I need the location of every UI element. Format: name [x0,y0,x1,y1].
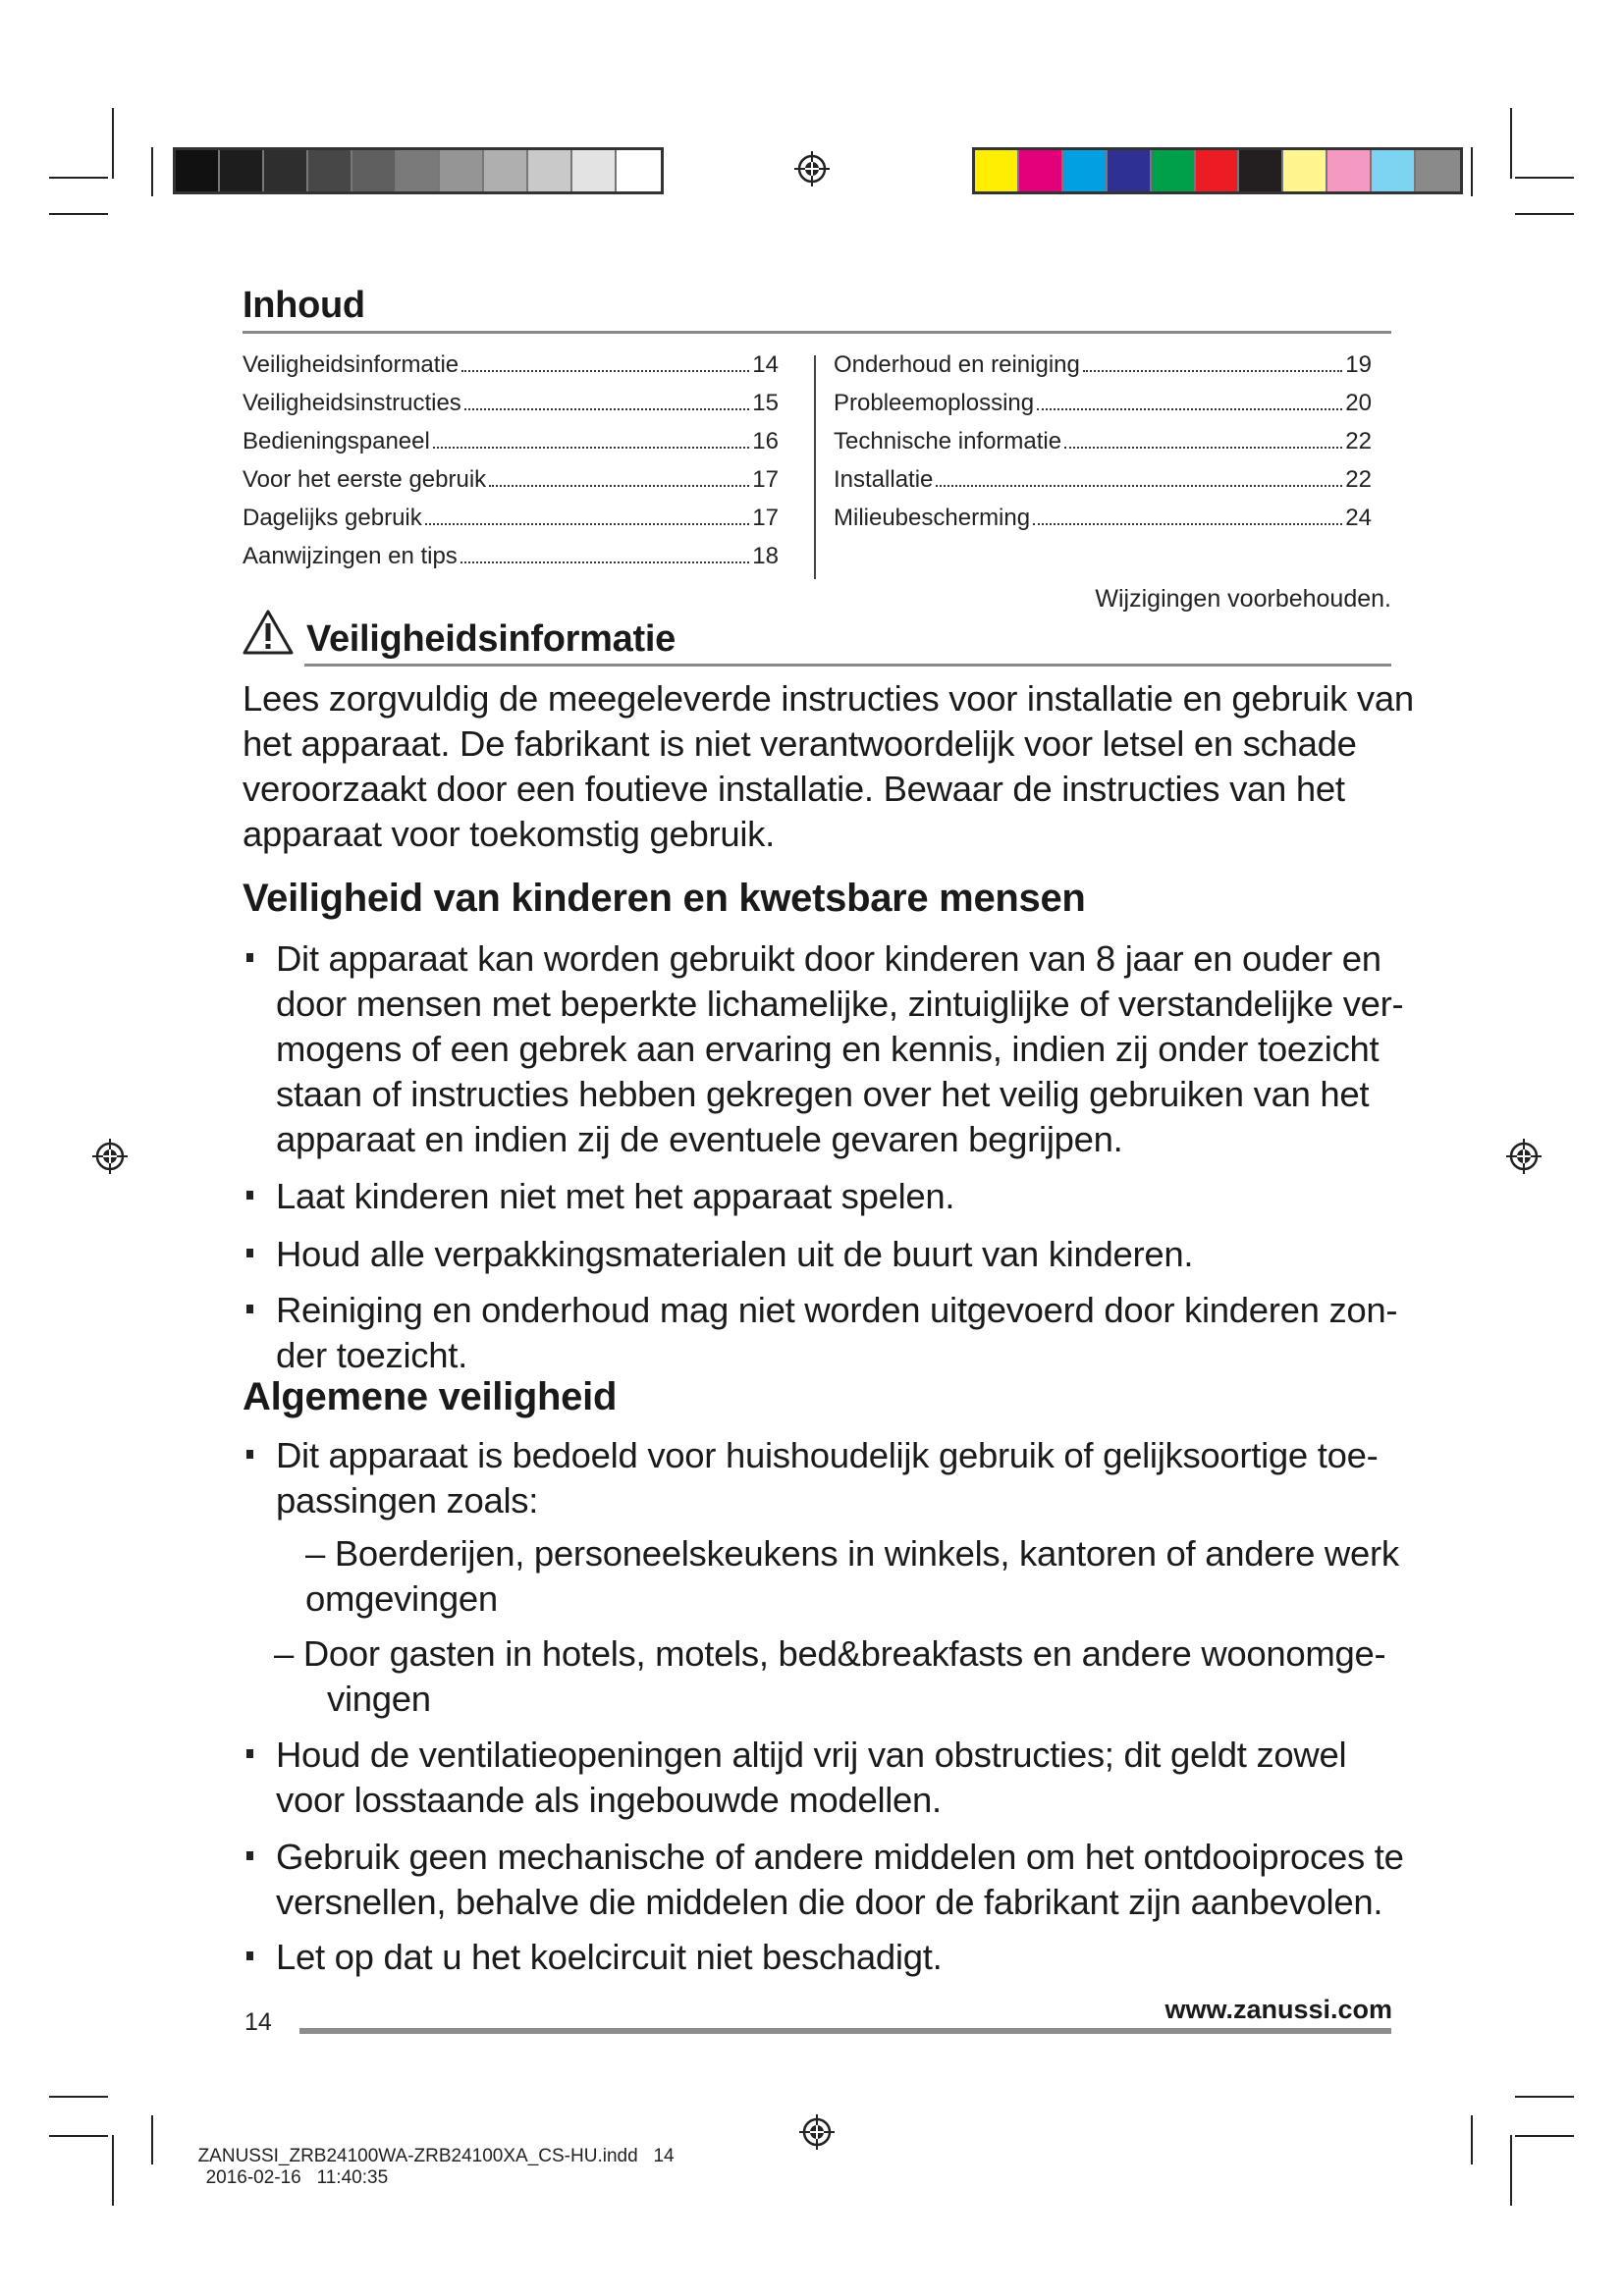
color-swatch [308,150,352,191]
color-swatch [1019,150,1063,191]
list-item [246,1433,1378,1523]
toc-entry-page: 19 [1345,351,1372,378]
crop-mark [1510,2135,1512,2206]
text-line: het apparaat. De fabrikant is niet verantwoordelijk voor letsel en schade [243,723,1357,764]
text-line: vingen [327,1679,431,1719]
text-line: – Door gasten in hotels, motels, bed&breakfasts en andere woonomge- [274,1633,1386,1674]
bullet-icon [246,953,253,962]
toc-entry[interactable] [243,428,779,466]
color-swatch [1416,150,1460,191]
text-line: Dit apparaat kan worden gebruikt door kinderen van 8 jaar en ouder en [276,938,1381,979]
toc-entry[interactable] [834,428,1372,466]
print-slug [188,2124,675,2189]
bullet-icon [246,1851,253,1860]
toc-entry-label: Dagelijks gebruik [243,505,422,531]
text-line: versnellen, behalve die middelen die door de fabrikant zijn aanbevolen. [276,1882,1383,1922]
color-swatch [1327,150,1372,191]
crop-mark [1471,147,1473,196]
bullet-icon [246,1450,253,1459]
color-swatch [617,150,661,191]
section-title-safety: Veiligheidsinformatie [306,618,676,660]
toc-entry-label: Technische informatie [834,428,1062,454]
slug-filename: ZANUSSI_ZRB24100WA-ZRB24100XA_CS-HU.indd 14 [197,2146,675,2166]
color-swatch [975,150,1019,191]
color-swatch [352,150,397,191]
toc-note: Wijzigingen voorbehouden. [1095,585,1391,613]
text-line: voor losstaande als ingebouwde modellen. [276,1780,942,1820]
registration-mark-icon [797,2112,837,2152]
color-calibration-bar [972,147,1463,194]
crop-mark [49,177,108,179]
toc-left-column [243,351,779,581]
text-line: Laat kinderen niet met het apparaat spelen. [276,1176,955,1216]
toc-leader-dots [936,485,1342,487]
bullet-icon [246,1951,253,1960]
list-item [246,1835,1404,1925]
color-swatch [572,150,617,191]
bullet-icon [246,1749,253,1758]
toc-entry[interactable] [834,466,1372,505]
registration-mark-icon [90,1137,130,1176]
toc-entry-page: 14 [752,351,779,378]
text-line: Let op dat u het koelcircuit niet beschadigt. [276,1937,943,1977]
toc-entry-label: Veiligheidsinformatie [243,351,460,378]
color-swatch [1196,150,1240,191]
text-line: Houd alle verpakkingsmaterialen uit de buurt van kinderen. [276,1234,1194,1274]
color-swatch [1372,150,1416,191]
toc-divider [814,355,816,579]
crop-mark [112,2135,114,2206]
toc-entry-label: Probleemoplossing [834,390,1035,416]
color-swatch [397,150,441,191]
text-line: – Boerderijen, personeelskeukens in winkels, kantoren of andere werk [305,1533,1399,1574]
color-swatch [1239,150,1283,191]
safety-intro-paragraph [243,676,1414,857]
toc-entry[interactable] [834,390,1372,428]
toc-entry[interactable] [243,543,779,581]
text-line: Dit apparaat is bedoeld voor huishoudelijk gebruik of gelijksoortige toe- [276,1435,1379,1475]
toc-entry-page: 18 [752,543,779,569]
color-swatch [440,150,484,191]
toc-entry-page: 22 [1345,466,1372,493]
color-swatch [1063,150,1108,191]
text-line: apparaat voor toekomstig gebruik. [243,814,775,854]
toc-leader-dots [461,370,749,372]
text-line: omgevingen [305,1578,498,1619]
list-item [246,1232,1193,1277]
toc-entry-label: Onderhoud en reiniging [834,351,1080,378]
toc-right-column [834,351,1372,543]
toc-entry[interactable] [243,466,779,505]
toc-leader-dots [460,561,749,563]
sub-list-item [305,1531,1399,1622]
text-line: Reiniging en onderhoud mag niet worden uitgevoerd door kinderen zon- [276,1290,1398,1330]
toc-entry-page: 15 [752,390,779,416]
toc-entry-label: Milieubescherming [834,505,1031,531]
crop-mark [1510,108,1512,179]
section-title-general: Algemene veiligheid [243,1375,618,1418]
toc-entry[interactable] [243,390,779,428]
text-line: mogens of een gebrek aan ervaring en kennis, indien zij onder toezicht [276,1029,1380,1069]
crop-mark [151,2115,153,2164]
crop-mark [49,2096,108,2098]
text-line: apparaat en indien zij de eventuele gevaren begrijpen. [276,1119,1123,1159]
toc-entry[interactable] [243,351,779,390]
text-line: passingen zoals: [276,1480,539,1521]
text-line: Gebruik geen mechanische of andere middelen om het ontdooiproces te [276,1837,1404,1877]
crop-mark [1515,2096,1574,2098]
toc-entry[interactable] [834,351,1372,390]
list-item [246,1174,954,1219]
list-item [246,1935,942,1980]
toc-entry-page: 20 [1345,390,1372,416]
bullet-icon [246,1191,253,1200]
toc-leader-dots [464,408,750,410]
slug-date: 2016-02-16 11:40:35 [205,2167,389,2188]
crop-mark [151,147,153,196]
toc-entry-page: 16 [752,428,779,454]
toc-entry-page: 22 [1345,428,1372,454]
toc-leader-dots [1037,408,1342,410]
section-title-children: Veiligheid van kinderen en kwetsbare mensen [243,877,1086,920]
crop-mark [49,2135,108,2137]
toc-entry-label: Veiligheidsinstructies [243,390,461,416]
color-swatch [176,150,220,191]
text-line: Lees zorgvuldig de meegeleverde instructies voor installatie en gebruik van [243,678,1414,719]
registration-mark-icon [792,149,832,188]
crop-mark [1515,2135,1574,2137]
list-item [246,1288,1397,1378]
toc-entry-page: 17 [752,466,779,493]
website-link[interactable]: www.zanussi.com [1164,1995,1392,2024]
toc-leader-dots [1083,370,1342,372]
page-number: 14 [244,2008,272,2036]
crop-mark [1515,213,1574,215]
toc-entry-page: 17 [752,505,779,531]
crop-mark [1515,177,1574,179]
toc-entry[interactable] [243,505,779,543]
warning-triangle-icon [242,609,295,656]
toc-title: Inhoud [243,285,365,326]
toc-entry-label: Aanwijzingen en tips [243,543,458,569]
crop-mark [49,213,108,215]
grayscale-calibration-bar [173,147,664,194]
text-line: der toezicht. [276,1335,467,1375]
registration-mark-icon [1504,1137,1543,1176]
color-swatch [1108,150,1152,191]
toc-leader-dots [433,447,749,449]
toc-entry-label: Bedieningspaneel [243,428,430,454]
toc-leader-dots [489,485,749,487]
list-item [246,936,1403,1162]
color-swatch [264,150,308,191]
toc-entry-label: Voor het eerste gebruik [243,466,487,493]
toc-rule [243,331,1391,334]
footer-rule [299,2028,1391,2034]
crop-mark [1471,2115,1473,2164]
color-swatch [220,150,264,191]
color-swatch [1152,150,1196,191]
sub-list-item [274,1631,1385,1722]
text-line: Houd de ventilatieopeningen altijd vrij van obstructies; dit geldt zowel [276,1735,1347,1775]
toc-entry-label: Installatie [834,466,934,493]
toc-leader-dots [1033,523,1342,525]
text-line: door mensen met beperkte lichamelijke, zintuiglijke of verstandelijke ver- [276,984,1404,1024]
crop-mark [112,108,114,179]
section-rule [304,664,1391,667]
color-swatch [528,150,572,191]
text-line: veroorzaakt door een foutieve installatie. Bewaar de instructies van het [243,769,1345,809]
toc-leader-dots [425,523,750,525]
toc-entry-page: 24 [1345,505,1372,531]
text-line: staan of instructies hebben gekregen over het veilig gebruiken van het [276,1074,1370,1114]
color-swatch [1283,150,1327,191]
list-item [246,1733,1346,1823]
color-swatch [484,150,528,191]
toc-entry[interactable] [834,505,1372,543]
bullet-icon [246,1305,253,1313]
toc-leader-dots [1064,447,1342,449]
bullet-icon [246,1249,253,1257]
